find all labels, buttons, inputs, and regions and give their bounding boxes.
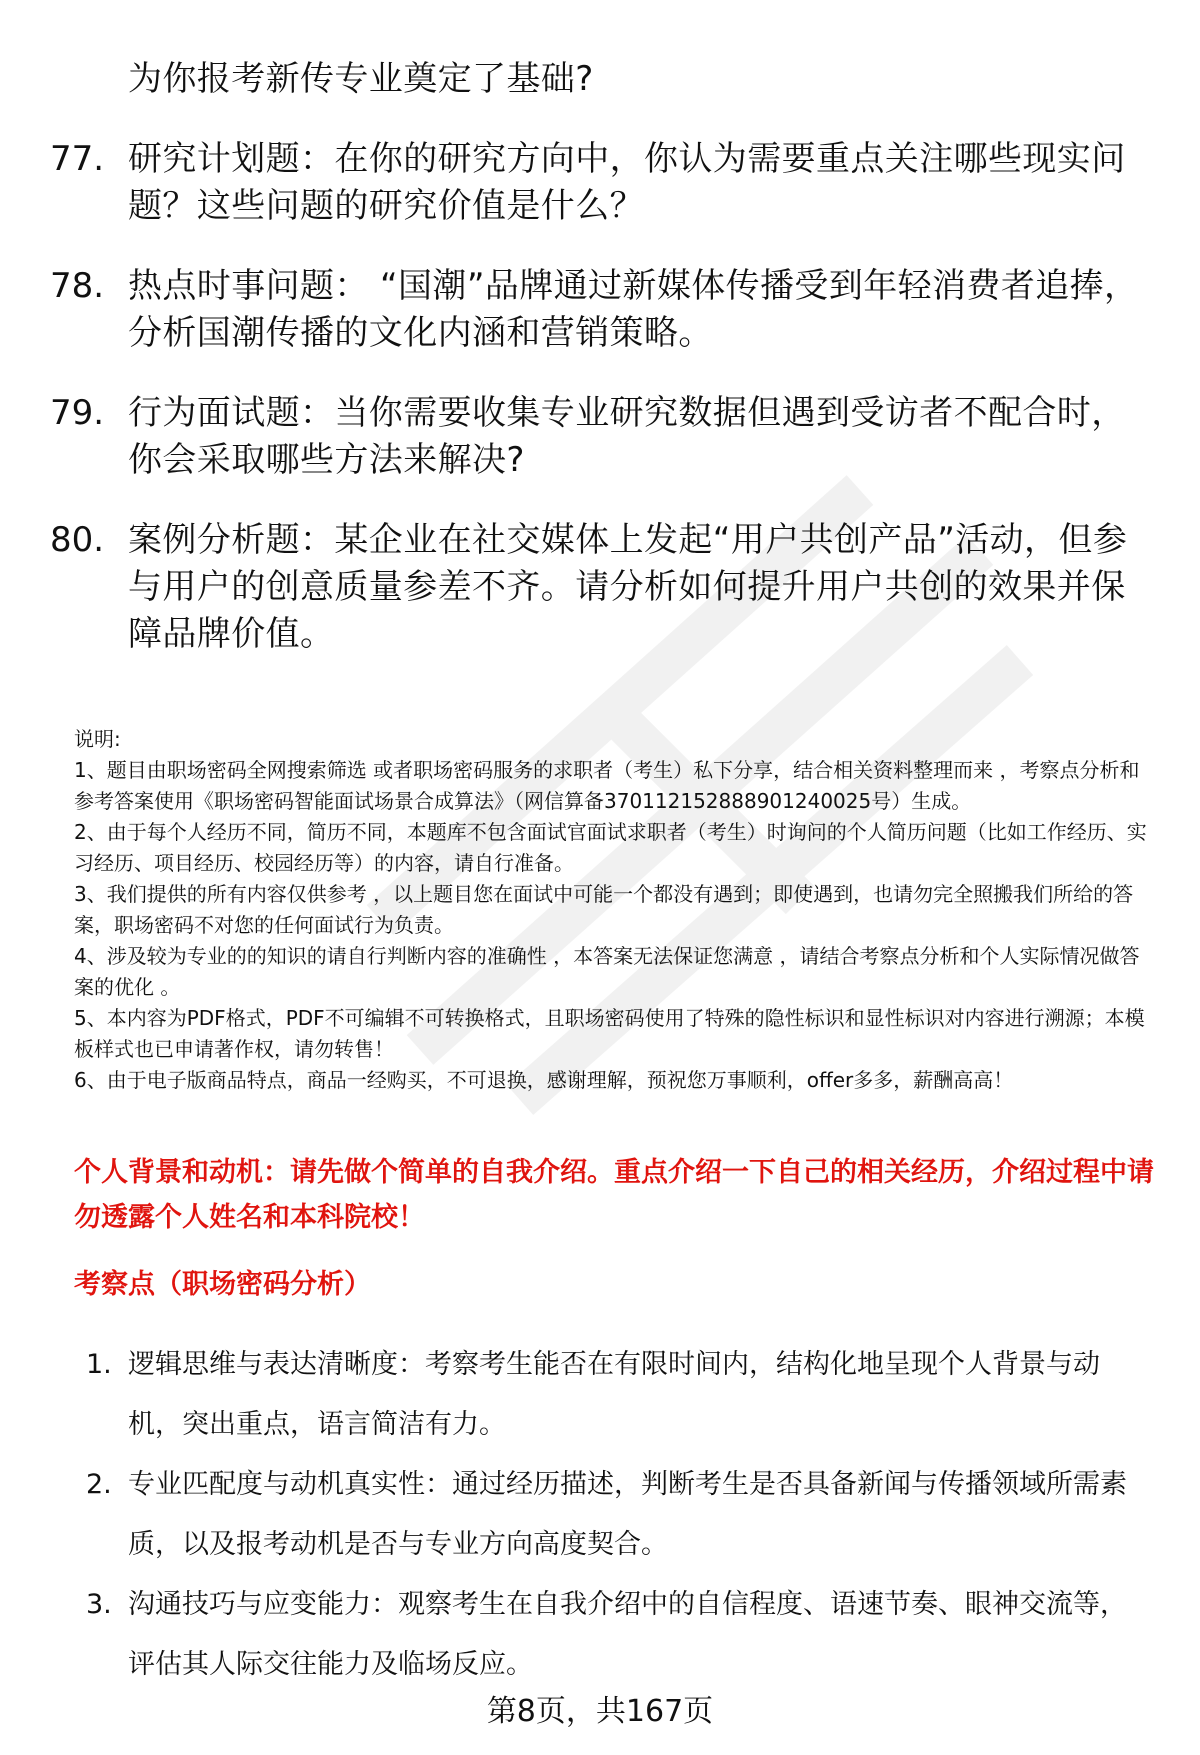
note-item: 3、我们提供的所有内容仅供参考 ，以上题目您在面试中可能一个都没有遇到；即使遇到，也请勿完全照搬我们所给的答案，职场密码不对您的任何面试行为负责。 [74, 882, 1134, 937]
question-number: 77. [50, 139, 105, 179]
point-number: 3. [86, 1589, 112, 1620]
intro-question-heading: 个人背景和动机：请先做个简单的自我介绍。重点介绍一下自己的相关经历，介绍过程中请勿透露个人姓名和本科院校！ [74, 1157, 1154, 1233]
note-item: 5、本内容为PDF格式，PDF不可编辑不可转换格式，且职场密码使用了特殊的隐性标识和显性标识对内容进行溯源；本模板样式也已申请著作权，请勿转售！ [74, 1006, 1145, 1061]
note-item: 1、题目由职场密码全网搜索筛选 或者职场密码服务的求职者（考生）私下分享，结合相关资料整理而来 ，考察点分析和参考答案使用《职场密码智能面试场景合成算法》（网信算备370112152888901240025号）生成。 [74, 758, 1140, 813]
point-text: 逻辑思维与表达清晰度：考察考生能否在有限时间内，结构化地呈现个人背景与动机，突出重点，语言简洁有力。 [128, 1349, 1100, 1440]
kaocha-heading: 考察点（职场密码分析） [74, 1269, 371, 1300]
question-number: 80. [50, 520, 105, 560]
question-list [0, 56, 1200, 691]
point-text: 沟通技巧与应变能力：观察考生在自我介绍中的自信程度、语速节奏、眼神交流等，评估其人际交往能力及临场反应。 [128, 1589, 1127, 1680]
point-number: 1. [86, 1349, 112, 1380]
notes-section [74, 724, 1159, 1096]
question-text: 为你报考新传专业奠定了基础? [128, 59, 594, 99]
question-item [0, 263, 1200, 357]
question-text: 行为面试题：当你需要收集专业研究数据但遇到受访者不配合时，你会采取哪些方法来解决? [128, 393, 1126, 480]
note-item: 6、由于电子版商品特点，商品一经购买，不可退换，感谢理解，预祝您万事顺利，offer多多，薪酬高高！ [74, 1068, 1014, 1092]
kaocha-points-list [0, 1335, 1200, 1695]
question-item [0, 517, 1200, 658]
note-item: 2、由于每个人经历不同，简历不同，本题库不包含面试官面试求职者（考生）时询问的个人简历问题（比如工作经历、实习经历、项目经历、校园经历等）的内容，请自行准备。 [74, 820, 1147, 875]
question-number: 78. [50, 266, 105, 306]
note-item: 4、涉及较为专业的的知识的请自行判断内容的准确性 ，本答案无法保证您满意 ，请结合考察点分析和个人实际情况做答案的优化 。 [74, 944, 1140, 999]
question-number: 79. [50, 393, 105, 433]
question-text: 研究计划题：在你的研究方向中，你认为需要重点关注哪些现实问题？这些问题的研究价值是什么？ [128, 139, 1126, 226]
kaocha-point [0, 1575, 1200, 1695]
question-item [0, 390, 1200, 484]
question-text: 案例分析题：某企业在社交媒体上发起“用户共创产品”活动，但参与用户的创意质量参差不齐。请分析如何提升用户共创的效果并保障品牌价值。 [128, 520, 1128, 654]
point-text: 专业匹配度与动机真实性：通过经历描述，判断考生是否具备新闻与传播领域所需素质，以及报考动机是否与专业方向高度契合。 [128, 1469, 1127, 1560]
point-number: 2. [86, 1469, 112, 1500]
kaocha-point [0, 1335, 1200, 1455]
question-item [0, 136, 1200, 230]
kaocha-point [0, 1455, 1200, 1575]
notes-title: 说明: [74, 727, 121, 751]
question-continuation [0, 56, 1200, 103]
question-text: 热点时事问题： “国潮”品牌通过新媒体传播受到年轻消费者追捧，分析国潮传播的文化内涵和营销策略。 [128, 266, 1139, 353]
page-footer: 第8页，共167页 [486, 1694, 714, 1729]
